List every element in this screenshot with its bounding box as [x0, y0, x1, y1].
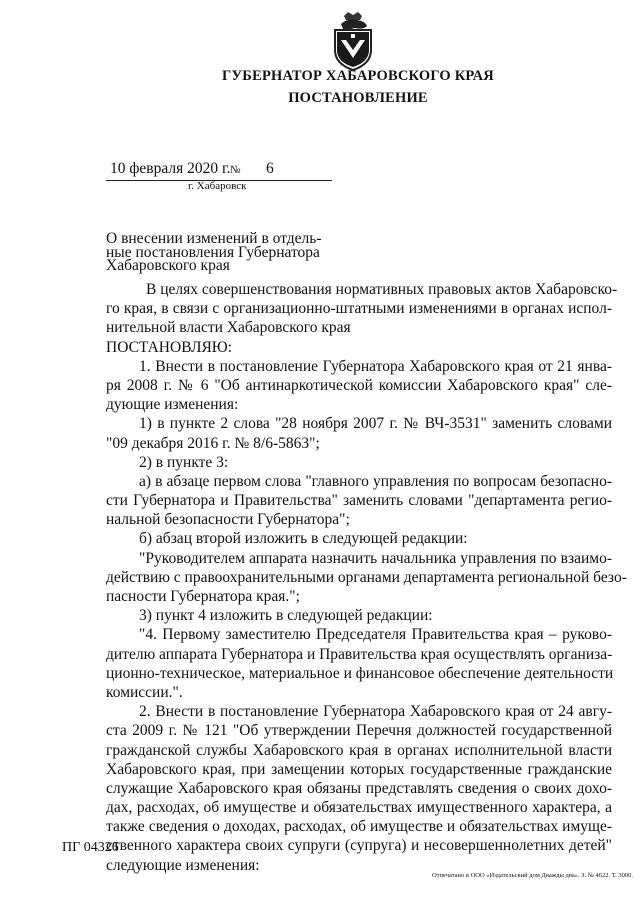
body-line: б) абзац второй изложить в следующей редакции:: [139, 530, 468, 548]
body-line: 2) в пункте 3:: [139, 453, 229, 471]
body-line: пасности Губернатора края.";: [106, 588, 300, 605]
authority-title: ГУБЕРНАТОР ХАБАРОВСКОГО КРАЯ: [222, 68, 494, 84]
body-line: дующие изменения:: [106, 396, 239, 414]
body-line: дителю аппарата Губернатора и Правительства края осуществлять организа-: [106, 645, 613, 663]
subject-block: [106, 232, 346, 273]
body-line: Хабаровского края, при замещении которых государственные гражданские: [106, 760, 612, 778]
print-footer: Отпечатано в ООО «Издательский дом Дважды два». З. № 4622. Т. 3000.: [432, 872, 633, 879]
subject-line: Хабаровского края: [106, 257, 230, 274]
document-code: ПГ 04326: [62, 840, 119, 855]
body-line: 1. Внести в постановление Губернатора Хабаровского края от 21 янва-: [139, 357, 612, 375]
body-line: го края, в связи с организационно-штатными изменениями в органах испол-: [106, 300, 612, 318]
number-sign: №: [230, 164, 241, 176]
body-line: ственного характера своих супруги (супруга) и несовершеннолетних детей": [106, 837, 612, 855]
document-type: ПОСТАНОВЛЕНИЕ: [288, 90, 428, 106]
body-line: "Руководителем аппарата назначить начальника управления по взаимо-: [139, 549, 612, 567]
body-line: ста 2009 г. № 121 "Об утверждении Перечня должностей государственной: [106, 722, 612, 740]
city: г. Хабаровск: [188, 180, 247, 192]
body-line: дах, расходах, об имуществе и обязательствах имущественного характера, а: [106, 799, 612, 817]
body-line: сти Губернатора и Правительства" заменить словами "департамента регио-: [106, 492, 612, 510]
body-line: 1) в пункте 2 слова "28 ноября 2007 г. № ВЧ-3531" заменить словами: [139, 415, 612, 433]
body-line: нальной безопасности Губернатора";: [106, 511, 350, 529]
body-line: действию с правоохранительными органами департамента региональной безо-: [106, 568, 627, 586]
subject-line: ные постановления Губернатора: [106, 243, 320, 261]
document-date: 10 февраля 2020 г.: [110, 160, 231, 177]
body-line: ПОСТАНОВЛЯЮ:: [106, 338, 233, 356]
body-line: ционно-техническое, материальное и финансовое обеспечение деятельности: [106, 664, 614, 682]
date-number-line: [106, 160, 332, 181]
body-line: а) в абзаце первом слова "главного управления по вопросам безопасно-: [139, 472, 612, 490]
document-number: 6: [266, 160, 274, 177]
body-line: "4. Первому заместителю Председателя Правительства края – руково-: [139, 626, 612, 644]
body-line: следующие изменения:: [106, 856, 260, 874]
body-line: В целях совершенствования нормативных правовых актов Хабаровско-: [146, 281, 618, 298]
document-body: [106, 280, 627, 875]
body-line: 3) пункт 4 изложить в следующей редакции:: [139, 607, 433, 625]
body-line: служащие Хабаровского края обязаны представлять сведения о своих дохо-: [106, 779, 612, 797]
coat-of-arms-icon: [327, 10, 379, 72]
body-line: "09 декабря 2016 г. № 8/6-5863";: [106, 434, 320, 452]
subject-line: О внесении изменений в отдель-: [106, 230, 322, 247]
body-line: нительной власти Хабаровского края: [106, 319, 351, 337]
body-line: комиссии.".: [106, 683, 183, 701]
body-line: ря 2008 г. № 6 "Об антинаркотической комиссии Хабаровского края" сле-: [106, 376, 612, 394]
body-line: также сведения о доходах, расходах, об имуществе и обязательствах имуще-: [106, 818, 612, 836]
body-line: 2. Внести в постановление Губернатора Хабаровского края от 24 авгу-: [139, 703, 612, 721]
body-line: гражданской службы Хабаровского края в органах исполнительной власти: [106, 741, 612, 759]
